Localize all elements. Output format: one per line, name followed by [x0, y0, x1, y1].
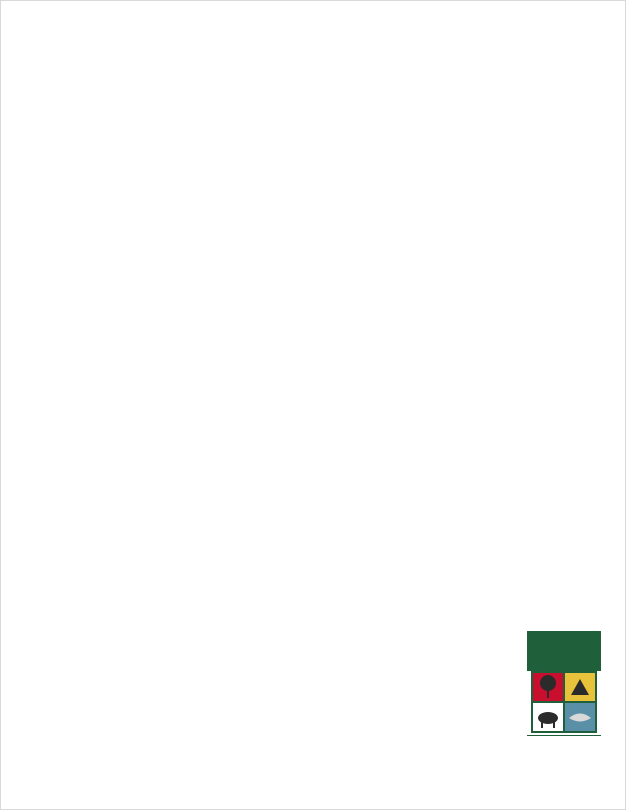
logo-header [527, 631, 601, 671]
logo-township-text [527, 631, 601, 634]
logo-crest-icon [531, 671, 597, 733]
township-logo [527, 631, 601, 749]
qr-code-icon[interactable] [441, 683, 501, 743]
logo-haldimand-text [527, 735, 601, 738]
